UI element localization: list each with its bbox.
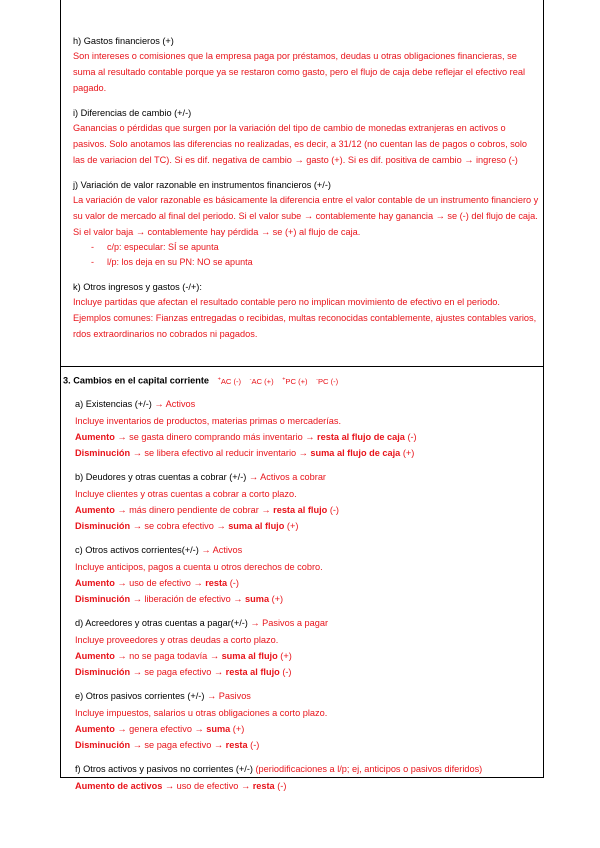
- increase-line: Aumento → no se paga todavía → suma al flujo (+): [75, 650, 292, 661]
- sign-tag: -AC (+): [249, 376, 274, 386]
- item-k-otros-ingresos-gastos: [73, 280, 539, 342]
- item-title: h) Gastos financieros (+): [73, 36, 174, 46]
- item-desc: Incluye inventarios de productos, materias primas o mercaderías.: [75, 415, 342, 426]
- table-cell-adjustments: [73, 34, 539, 352]
- item-i-diferencias-cambio: [73, 106, 539, 168]
- item-d-acreedores: [75, 616, 539, 680]
- item-title: f) Otros activos y pasivos no corrientes (+/-) (periodificaciones a l/p; ej, anticipos o pasivos diferidos): [75, 763, 483, 774]
- sign-tag: +PC (+): [282, 376, 308, 386]
- item-a-existencias: [75, 397, 539, 461]
- decrease-line: Disminución → liberación de efectivo → suma (+): [75, 593, 284, 604]
- item-c-otros-activos-corrientes: [75, 543, 539, 607]
- item-body: Son intereses o comisiones que la empresa paga por préstamos, deudas u otras obligaciones financieras, se suma al resultado contable porque ya se restaron como gasto, pero el flujo de caja debe reflejar el efectivo real pagado.: [73, 51, 525, 93]
- item-desc: Incluye impuestos, salarios u otras obligaciones a corto plazo.: [75, 707, 328, 718]
- item-b-deudores: [75, 470, 539, 534]
- dash-bullet-icon: -: [91, 257, 94, 267]
- increase-line: Aumento de activos → uso de efectivo → resta (-): [75, 780, 287, 791]
- increase-line: Aumento → se gasta dinero comprando más inventario → resta al flujo de caja (-): [75, 431, 417, 442]
- item-title: c) Otros activos corrientes(+/-) → Activos: [75, 544, 243, 555]
- bullet-item: [91, 240, 539, 255]
- item-title: k) Otros ingresos y gastos (-/+):: [73, 282, 202, 292]
- table-cell-capital-corriente: [63, 372, 539, 803]
- decrease-line: Disminución → se cobra efectivo → suma al flujo (+): [75, 520, 299, 531]
- item-desc: Incluye proveedores y otras deudas a corto plazo.: [75, 634, 279, 645]
- item-title: i) Diferencias de cambio (+/-): [73, 108, 192, 118]
- item-h-gastos-financieros: [73, 34, 539, 96]
- decrease-line: Disminución → se libera efectivo al reducir inventario → suma al flujo de caja (+): [75, 447, 415, 458]
- item-title: b) Deudores y otras cuentas a cobrar (+/-) → Activos a cobrar: [75, 471, 326, 482]
- item-f-no-corrientes: [75, 762, 539, 794]
- item-j-valor-razonable: [73, 178, 539, 270]
- item-title: j) Variación de valor razonable en instrumentos financieros (+/-): [73, 180, 331, 190]
- sign-tag: -PC (-): [316, 376, 339, 386]
- section-title: [63, 372, 539, 389]
- item-desc: Incluye anticipos, pagos a cuenta u otros derechos de cobro.: [75, 561, 323, 572]
- increase-line: Aumento → uso de efectivo → resta (-): [75, 577, 239, 588]
- item-body: Incluye partidas que afectan el resultado contable pero no implican movimiento de efectivo en el periodo. Ejemplos comunes: Fianzas entregadas o recibidas, multas reconocidas contablemente, ajustes contables varios, rdos extraordinarios no cobrados ni pagados.: [73, 297, 537, 339]
- bullet-text: c/p: especular: SÍ se apunta: [107, 242, 219, 252]
- dash-bullet-icon: -: [91, 242, 94, 252]
- bullet-item: [91, 255, 539, 270]
- increase-line: Aumento → más dinero pendiente de cobrar → resta al flujo (-): [75, 504, 339, 515]
- item-desc: Incluye clientes y otras cuentas a cobrar a corto plazo.: [75, 488, 297, 499]
- content-table: [60, 0, 544, 791]
- item-title: d) Acreedores y otras cuentas a pagar(+/-) → Pasivos a pagar: [75, 617, 329, 628]
- decrease-line: Disminución → se paga efectivo → resta (-): [75, 739, 260, 750]
- section-heading: 3. Cambios en el capital corriente: [63, 375, 210, 386]
- bullet-text: l/p: los deja en su PN: NO se apunta: [107, 257, 253, 267]
- sign-tag: +AC (-): [217, 376, 242, 386]
- row-divider: [61, 366, 543, 367]
- decrease-line: Disminución → se paga efectivo → resta al flujo (-): [75, 666, 292, 677]
- increase-line: Aumento → genera efectivo → suma (+): [75, 723, 245, 734]
- item-title: e) Otros pasivos corrientes (+/-) → Pasivos: [75, 690, 251, 701]
- item-body: Ganancias o pérdidas que surgen por la variación del tipo de cambio de monedas extranjeras en activos o pasivos. Solo anotamos las diferencias no realizadas, es decir, a 31/12 (no cuentan las de pagos o cobros, solo las de variacion del TC). Si es dif. negativa de cambio → gasto (+). Si es dif. positiva de cambio → ingreso (-): [73, 123, 528, 165]
- item-body: La variación de valor razonable es básicamente la diferencia entre el valor contable de un instrumento financiero y su valor de mercado al final del periodo. Si el valor sube → contablemente hay ganancia → se (-) del flujo de caja. Si el valor baja → contablemente hay pérdida → se (+) al flujo de caja.: [73, 195, 539, 237]
- item-e-otros-pasivos-corrientes: [75, 689, 539, 753]
- item-title: a) Existencias (+/-) → Activos: [75, 398, 196, 409]
